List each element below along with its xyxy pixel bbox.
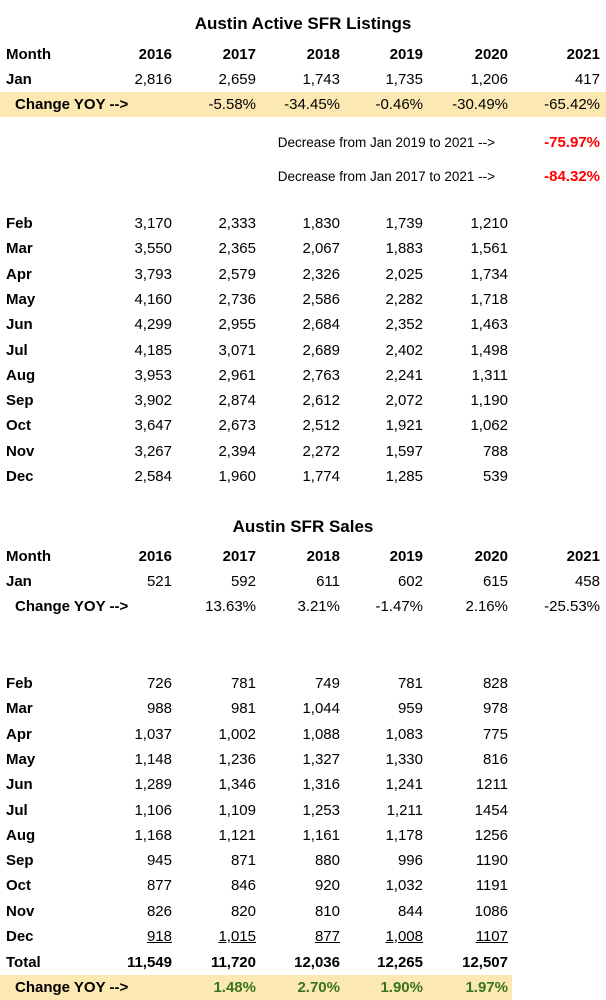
cell-2020: 1,062 (470, 417, 508, 435)
cell-2019: 996 (397, 852, 423, 870)
cell-2019: 2,282 (385, 290, 423, 308)
cell-2019: 1,739 (385, 215, 423, 232)
cell-2016: 726 (146, 675, 172, 692)
note-value: -75.97% (544, 134, 600, 151)
yoy-label: Change YOY --> (15, 979, 129, 996)
cell-2018: 2,689 (302, 341, 340, 359)
header-2016: 2016 (138, 548, 172, 565)
cell-2016: 3,550 (134, 240, 172, 258)
cell-2018: 810 (314, 902, 340, 920)
month-label: Jul (6, 341, 28, 359)
sales-title: Austin SFR Sales (232, 517, 374, 536)
table-row (0, 671, 606, 696)
yoy-2018: 2.70% (297, 979, 340, 996)
table-row (0, 413, 606, 438)
cell-2018: 1,161 (302, 826, 340, 844)
cell-2016: 4,299 (134, 316, 172, 334)
cell-2019: 1,241 (385, 776, 423, 794)
table-row (0, 798, 606, 823)
cell-2020: 1,734 (470, 265, 508, 283)
cell-2018: 2,612 (302, 392, 340, 410)
header-2020: 2020 (474, 46, 508, 63)
month-label: Mar (6, 700, 33, 718)
cell-2019: 781 (397, 675, 423, 692)
cell-2016: 1,148 (134, 750, 172, 768)
table-row (0, 287, 606, 312)
cell-2017: 2,579 (218, 265, 256, 283)
table-row (0, 924, 606, 949)
cell-2016: 3,953 (134, 366, 172, 384)
cell-2020: 1,718 (470, 290, 508, 308)
table-row (0, 848, 606, 873)
cell-2016: 877 (146, 877, 172, 895)
month-label: Jun (6, 316, 33, 334)
cell-2017: 2,961 (218, 366, 256, 384)
cell-2019: 1,597 (385, 442, 423, 460)
cell-2017: 1,346 (218, 776, 256, 794)
month-label: Nov (6, 902, 35, 920)
cell-2019: 1,008 (385, 928, 423, 945)
cell-2019: 1,735 (385, 71, 423, 88)
yoy-2021: -25.53% (544, 598, 600, 615)
cell-2018: 1,253 (302, 801, 340, 819)
cell-2019: 1,921 (385, 417, 423, 435)
header-2016: 2016 (138, 46, 172, 63)
cell-2017: 1,015 (218, 928, 256, 945)
header-2019: 2019 (389, 46, 423, 63)
cell-2017: 871 (230, 852, 256, 870)
sales-total-row (0, 950, 606, 975)
table-row (0, 772, 606, 797)
yoy-2017: -5.58% (208, 96, 256, 113)
cell-2020: 1,561 (470, 240, 508, 258)
cell-2016: 4,185 (134, 341, 172, 359)
table-row (0, 696, 606, 721)
cell-2017: 2,333 (218, 215, 256, 232)
month-label: Dec (6, 468, 34, 485)
month-label: Feb (6, 675, 33, 692)
cell-2018: 1,088 (302, 725, 340, 743)
cell-2017: 2,673 (218, 417, 256, 435)
month-label: Aug (6, 366, 36, 384)
cell-2018: 1,774 (302, 468, 340, 485)
cell-2017: 2,365 (218, 240, 256, 258)
cell-2016: 1,037 (134, 725, 172, 743)
cell-2020: 1107 (475, 928, 508, 945)
note-text: Decrease from Jan 2017 to 2021 --> (277, 169, 495, 184)
month-label: Jan (6, 71, 32, 88)
cell-2017: 981 (230, 700, 256, 718)
cell-2019: 2,025 (385, 265, 423, 283)
table-row (0, 899, 606, 924)
header-2017: 2017 (222, 46, 256, 63)
sales-header-row (0, 544, 606, 569)
cell-2020: 1,210 (470, 215, 508, 232)
cell-2020: 1190 (475, 852, 508, 870)
table-row (0, 363, 606, 388)
cell-2019: 2,072 (385, 392, 423, 410)
cell-2017: 846 (230, 877, 256, 895)
cell-2016: 988 (146, 700, 172, 718)
cell-2018: 920 (314, 877, 340, 895)
cell-2017: 1,960 (218, 468, 256, 485)
cell-2016: 3,793 (134, 265, 172, 283)
sales-total-yoy-row (0, 975, 512, 1000)
cell-2018: 2,067 (302, 240, 340, 258)
listings-yoy-row (0, 92, 606, 117)
month-label: Nov (6, 442, 35, 460)
month-label: May (6, 290, 36, 308)
listings-jan-row (0, 67, 606, 92)
cell-2018: 749 (314, 675, 340, 692)
table-row (0, 236, 606, 261)
month-label: May (6, 750, 36, 768)
yoy-2019: 1.90% (380, 979, 423, 996)
cell-2016: 945 (146, 852, 172, 870)
table-row (0, 823, 606, 848)
note-text: Decrease from Jan 2019 to 2021 --> (277, 135, 495, 150)
yoy-2021: -65.42% (544, 96, 600, 113)
cell-2016: 3,902 (134, 392, 172, 410)
cell-2017: 592 (230, 573, 256, 590)
cell-2018: 2,586 (302, 290, 340, 308)
month-label: Dec (6, 928, 34, 945)
table-row (0, 464, 606, 489)
cell-2018: 1,830 (302, 215, 340, 232)
cell-2017: 2,736 (218, 290, 256, 308)
cell-2021: 458 (574, 573, 600, 590)
table-row (0, 312, 606, 337)
month-label: Oct (6, 417, 32, 435)
cell-2017: 820 (230, 902, 256, 920)
cell-2019: 1,083 (385, 725, 423, 743)
cell-2019: 602 (397, 573, 423, 590)
yoy-label: Change YOY --> (15, 598, 129, 615)
cell-2018: 1,743 (302, 71, 340, 88)
cell-2016: 826 (146, 902, 172, 920)
cell-2018: 1,044 (302, 700, 340, 718)
cell-2017: 2,874 (218, 392, 256, 410)
cell-2017: 3,071 (218, 341, 256, 359)
cell-2018: 2,326 (302, 265, 340, 283)
cell-2016: 918 (146, 928, 172, 945)
cell-2020: 1211 (475, 776, 508, 794)
cell-2019: 959 (397, 700, 423, 718)
listings-title: Austin Active SFR Listings (194, 14, 412, 33)
cell-2020: 1,498 (470, 341, 508, 359)
month-label: Oct (6, 877, 32, 895)
cell-2016: 3,170 (134, 215, 172, 232)
cell-2016: 2,816 (134, 71, 172, 88)
cell-2019: 2,352 (385, 316, 423, 334)
cell-2019: 2,402 (385, 341, 423, 359)
header-2018: 2018 (306, 548, 340, 565)
cell-2016: 3,267 (134, 442, 172, 460)
cell-2016: 4,160 (134, 290, 172, 308)
yoy-2020: -30.49% (452, 96, 508, 113)
cell-2017: 781 (230, 675, 256, 692)
cell-2019: 1,285 (385, 468, 423, 485)
yoy-2017: 13.63% (205, 598, 256, 615)
cell-2020: 978 (482, 700, 508, 718)
cell-2020: 788 (482, 442, 508, 460)
cell-2019: 2,241 (385, 366, 423, 384)
table-row (0, 262, 606, 287)
cell-2018: 2,684 (302, 316, 340, 334)
cell-2017: 1,002 (218, 725, 256, 743)
cell-2020: 1,206 (470, 71, 508, 88)
cell-2020: 816 (482, 750, 508, 768)
cell-2018: 1,316 (302, 776, 340, 794)
month-label: Apr (6, 725, 32, 743)
cell-2019: 1,211 (386, 801, 423, 819)
cell-2018: 2,272 (302, 442, 340, 460)
cell-2019: 844 (397, 902, 423, 920)
total-2018: 12,036 (294, 954, 340, 971)
cell-2018: 877 (314, 928, 340, 945)
cell-2017: 2,955 (218, 316, 256, 334)
table-row (0, 338, 606, 363)
cell-2020: 615 (482, 573, 508, 590)
cell-2020: 1,190 (470, 392, 508, 410)
month-label: Feb (6, 215, 33, 232)
cell-2018: 2,512 (302, 417, 340, 435)
month-label: Apr (6, 265, 32, 283)
yoy-label: Change YOY --> (15, 96, 129, 113)
month-label: Aug (6, 826, 36, 844)
cell-2020: 775 (482, 725, 508, 743)
header-2021: 2021 (566, 46, 600, 63)
cell-2017: 2,394 (218, 442, 256, 460)
cell-2019: 1,032 (385, 877, 423, 895)
sales-jan-row (0, 569, 606, 594)
month-label: Jan (6, 573, 32, 590)
note-value: -84.32% (544, 168, 600, 185)
month-label: Mar (6, 240, 33, 258)
cell-2016: 1,106 (134, 801, 172, 819)
cell-2018: 880 (314, 852, 340, 870)
cell-2017: 2,659 (218, 71, 256, 88)
cell-2016: 3,647 (134, 417, 172, 435)
header-2020: 2020 (474, 548, 508, 565)
cell-2020: 1,463 (470, 316, 508, 334)
yoy-2018: -34.45% (284, 96, 340, 113)
cell-2020: 539 (482, 468, 508, 485)
yoy-2020: 1.97% (465, 979, 508, 996)
cell-2016: 2,584 (134, 468, 172, 485)
yoy-2020: 2.16% (465, 598, 508, 615)
month-label: Jul (6, 801, 28, 819)
cell-2020: 1454 (474, 801, 508, 819)
total-label: Total (6, 954, 41, 971)
cell-2020: 1256 (474, 826, 508, 844)
total-2016: 11,549 (126, 954, 172, 971)
yoy-2017: 1.48% (213, 979, 256, 996)
cell-2018: 2,763 (302, 366, 340, 384)
sales-yoy-row (0, 594, 606, 619)
table-row (0, 747, 606, 772)
table-row (0, 439, 606, 464)
cell-2020: 1191 (475, 877, 508, 895)
header-month: Month (6, 548, 51, 565)
table-row (0, 211, 606, 236)
cell-2020: 828 (482, 675, 508, 692)
yoy-2019: -0.46% (375, 96, 423, 113)
cell-2016: 1,289 (134, 776, 172, 794)
cell-2016: 521 (146, 573, 172, 590)
header-month: Month (6, 46, 51, 63)
cell-2017: 1,236 (218, 750, 256, 768)
cell-2017: 1,121 (218, 826, 256, 844)
total-2017: 11,720 (210, 954, 256, 971)
cell-2017: 1,109 (218, 801, 256, 819)
cell-2020: 1086 (474, 902, 508, 920)
cell-2018: 611 (316, 573, 340, 590)
listings-header-row (0, 42, 606, 67)
month-label: Jun (6, 776, 33, 794)
cell-2019: 1,178 (385, 826, 423, 844)
yoy-2018: 3.21% (297, 598, 340, 615)
total-2020: 12,507 (462, 954, 508, 971)
cell-2019: 1,330 (385, 750, 423, 768)
table-row (0, 388, 606, 413)
yoy-2019: -1.47% (375, 598, 423, 615)
cell-2018: 1,327 (302, 750, 340, 768)
cell-2021: 417 (574, 71, 600, 88)
table-row (0, 873, 606, 898)
header-2019: 2019 (389, 548, 423, 565)
cell-2020: 1,311 (471, 366, 508, 384)
cell-2019: 1,883 (385, 240, 423, 258)
header-2021: 2021 (566, 548, 600, 565)
month-label: Sep (6, 852, 34, 870)
cell-2016: 1,168 (134, 826, 172, 844)
month-label: Sep (6, 392, 34, 410)
total-2019: 12,265 (377, 954, 423, 971)
table-row (0, 722, 606, 747)
header-2017: 2017 (222, 548, 256, 565)
header-2018: 2018 (306, 46, 340, 63)
